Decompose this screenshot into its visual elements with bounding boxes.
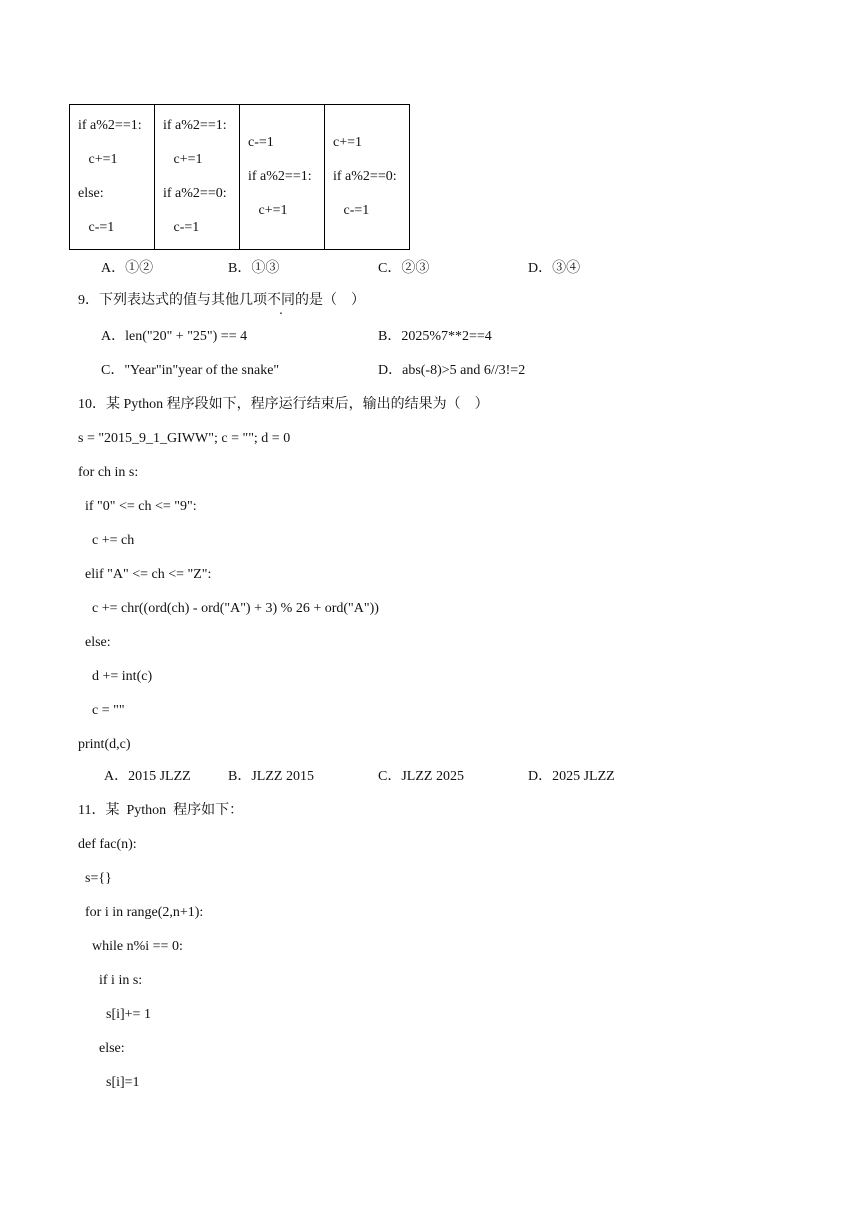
q8-option-a: A．①② xyxy=(101,261,154,276)
q11-stem: 11．某 Python 程序如下： xyxy=(78,803,244,818)
q8-option-d: D．③④ xyxy=(528,261,581,276)
q9-option-d: D．abs(-8)>5 and 6//3!=2 xyxy=(378,363,526,378)
q11-code-line: s[i]=1 xyxy=(78,1075,140,1090)
q8-option-b: B．①③ xyxy=(228,261,280,276)
q10-code-line: for ch in s: xyxy=(78,465,139,480)
q11-code-line: while n%i == 0: xyxy=(78,939,183,954)
q9-stem-emphasis: 不同 xyxy=(267,293,295,308)
cell-line: c-=1 xyxy=(78,220,115,235)
q11-code-line: s[i]+= 1 xyxy=(78,1007,151,1022)
q10-code-line: print(d,c) xyxy=(78,737,131,752)
cell-line: if a%2==0: xyxy=(333,169,397,184)
q8-option-c: C．②③ xyxy=(378,261,430,276)
q9-stem xyxy=(78,292,365,310)
q9-stem-after: 的是（ ） xyxy=(295,293,365,308)
table-cell-1 xyxy=(70,105,155,250)
code-options-table xyxy=(69,104,410,250)
q10-option-b: B．JLZZ 2015 xyxy=(228,769,314,784)
q11-code-line: else: xyxy=(78,1041,125,1056)
cell-line: c+=1 xyxy=(78,152,118,167)
q11-code-line: if i in s: xyxy=(78,973,143,988)
table-cell-4 xyxy=(325,105,410,250)
q9-option-b: B．2025%7**2==4 xyxy=(378,329,492,344)
q11-code-line: def fac(n): xyxy=(78,837,137,852)
q10-option-c: C．JLZZ 2025 xyxy=(378,769,464,784)
cell-line: c-=1 xyxy=(248,135,274,150)
cell-line: if a%2==1: xyxy=(78,118,142,133)
q10-code-line: c += chr((ord(ch) - ord("A") + 3) % 26 + ord("A")) xyxy=(78,601,379,616)
cell-line: if a%2==0: xyxy=(163,186,227,201)
q11-code-line: s={} xyxy=(78,871,112,886)
q10-code-line: d += int(c) xyxy=(78,669,153,684)
q10-option-a: A．2015 JLZZ xyxy=(104,769,191,784)
q9-option-a: A．len("20" + "25") == 4 xyxy=(101,329,248,344)
q11-code-line: for i in range(2,n+1): xyxy=(78,905,204,920)
q10-code-line: c += ch xyxy=(78,533,135,548)
cell-line: c+=1 xyxy=(248,203,288,218)
cell-line: c-=1 xyxy=(333,203,370,218)
cell-line: if a%2==1: xyxy=(248,169,312,184)
cell-line: else: xyxy=(78,186,104,201)
q10-code-line: s = "2015_9_1_GIWW"; c = ""; d = 0 xyxy=(78,431,291,446)
q10-code-line: c = "" xyxy=(78,703,125,718)
q9-option-c: C．"Year"in"year of the snake" xyxy=(101,363,280,378)
q10-code-line: else: xyxy=(78,635,111,650)
cell-line: c+=1 xyxy=(333,135,363,150)
q9-stem-before: 9．下列表达式的值与其他几项 xyxy=(78,293,267,308)
q10-option-d: D．2025 JLZZ xyxy=(528,769,615,784)
q10-code-line: if "0" <= ch <= "9": xyxy=(78,499,197,514)
cell-line: c+=1 xyxy=(163,152,203,167)
table-cell-3 xyxy=(240,105,325,250)
cell-line: if a%2==1: xyxy=(163,118,227,133)
table-cell-2 xyxy=(155,105,240,250)
q10-code-line: elif "A" <= ch <= "Z": xyxy=(78,567,212,582)
q10-stem: 10．某 Python 程序段如下，程序运行结束后，输出的结果为（ ） xyxy=(78,397,489,412)
cell-line: c-=1 xyxy=(163,220,200,235)
